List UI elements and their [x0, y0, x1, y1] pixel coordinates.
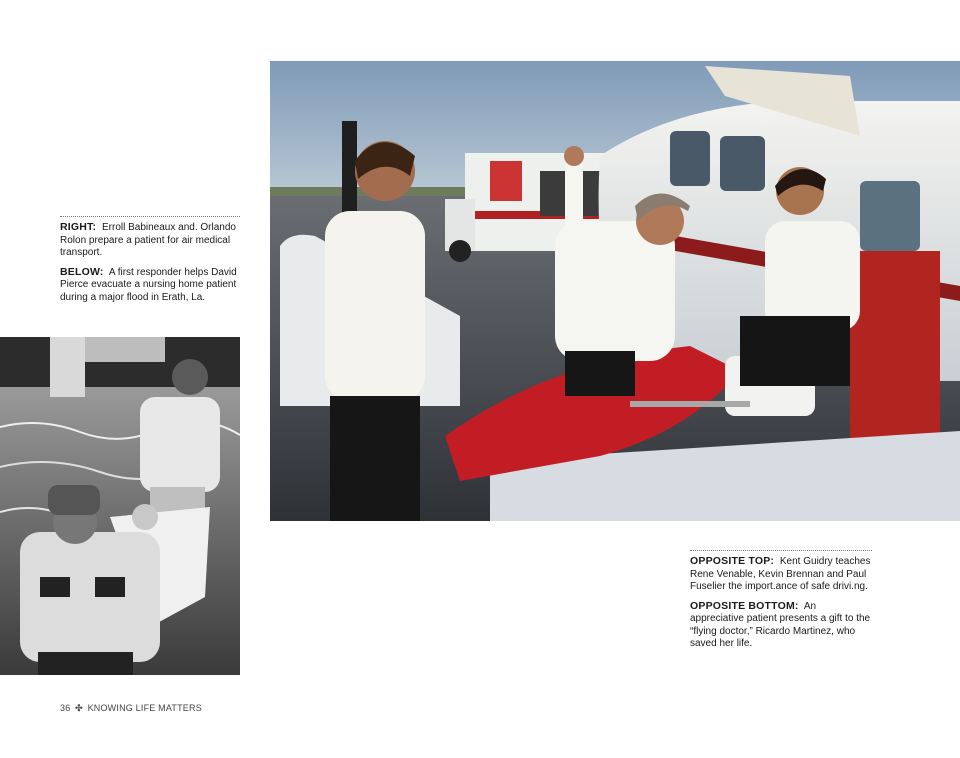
page-folio [60, 703, 202, 714]
captions-left [60, 216, 240, 310]
caption-lead: RIGHT: [60, 221, 97, 233]
photo-flood-evacuation-image [0, 337, 240, 675]
caption-right [60, 221, 240, 260]
caption-divider [60, 216, 240, 217]
separator-icon: ✣ [75, 703, 83, 713]
caption-text: An appreciative patient presents a gift to the “flying doctor,” Ricardo Martinez, who saved her life. [690, 600, 871, 649]
caption-below [60, 266, 240, 305]
photo-flood-evacuation [0, 337, 240, 675]
photo-air-transport-image [270, 61, 960, 521]
caption-opposite-top [690, 555, 872, 594]
caption-text: Kent Guidry teaches Rene Venable, Kevin Brennan and Paul Fuselier the import.ance of safe drivi.ng. [690, 556, 871, 592]
running-title: KNOWING LIFE MATTERS [87, 703, 202, 713]
caption-text: A first responder helps David Pierce evacuate a nursing home patient during a major flood in Erath, La. [60, 266, 237, 303]
photo-air-transport [270, 61, 960, 521]
caption-lead: OPPOSITE TOP: [690, 555, 775, 567]
caption-divider [690, 550, 872, 551]
caption-text: Erroll Babineaux and. Orlando Rolon prepare a patient for air medical transport. [60, 222, 236, 258]
caption-opposite-bottom [690, 600, 872, 651]
captions-right [690, 550, 872, 657]
page-number: 36 [60, 703, 71, 713]
caption-lead: BELOW: [60, 265, 104, 278]
caption-lead: OPPOSITE BOTTOM: [690, 599, 799, 612]
